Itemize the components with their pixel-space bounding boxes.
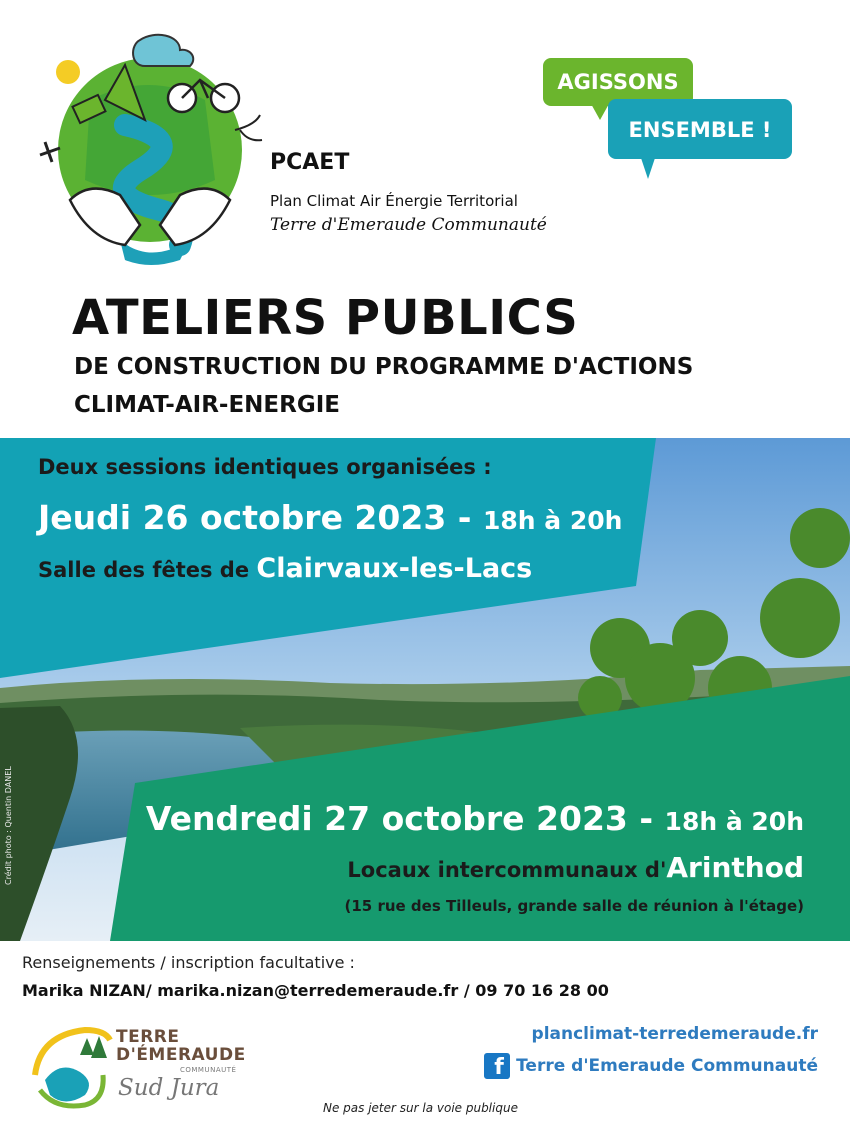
badge-agissons-tail bbox=[590, 102, 610, 120]
website-link[interactable]: planclimat-terredemeraude.fr bbox=[531, 1024, 818, 1044]
page-subtitle-line2: CLIMAT-AIR-ENERGIE bbox=[74, 392, 340, 418]
footer-note: Ne pas jeter sur la voie publique bbox=[323, 1101, 518, 1115]
pcaet-owner: Terre d'Emeraude Communauté bbox=[270, 215, 547, 235]
facebook-label: Terre d'Emeraude Communauté bbox=[516, 1056, 818, 1076]
footer-logo-terre: TERRE bbox=[116, 1027, 180, 1047]
sun-icon bbox=[56, 60, 80, 84]
footer-logo-communaute: COMMUNAUTÉ bbox=[180, 1066, 237, 1074]
session2-place bbox=[347, 851, 804, 884]
pcaet-logo bbox=[30, 30, 270, 270]
session2-town: Arinthod bbox=[666, 851, 804, 884]
page-subtitle-line1: DE CONSTRUCTION DU PROGRAMME D'ACTIONS bbox=[74, 354, 694, 380]
footer-logo-sud-jura: Sud Jura bbox=[118, 1075, 220, 1101]
facebook-icon: f bbox=[484, 1053, 510, 1079]
session2-address: (15 rue des Tilleuls, grande salle de réunion à l'étage) bbox=[344, 897, 804, 915]
badge-ensemble-tail bbox=[640, 155, 656, 179]
photo-credit-text: Crédit photo : Quentin DANEL bbox=[4, 766, 13, 885]
session1-place-prefix: Salle des fêtes de bbox=[38, 558, 257, 582]
badge-agissons: AGISSONS bbox=[543, 58, 693, 106]
session1-place bbox=[38, 553, 532, 584]
sessions-intro: Deux sessions identiques organisées : bbox=[38, 455, 492, 479]
plug-icon bbox=[40, 142, 60, 162]
facebook-link[interactable] bbox=[484, 1053, 818, 1079]
contact-label: Renseignements / inscription facultative : bbox=[22, 953, 355, 972]
badge-ensemble: ENSEMBLE ! bbox=[608, 99, 792, 159]
session1-time: 18h à 20h bbox=[482, 506, 623, 535]
footer-logo-emeraude: D'ÉMERAUDE bbox=[116, 1045, 246, 1065]
session1-town: Clairvaux-les-Lacs bbox=[256, 553, 533, 584]
pcaet-acronym: PCAET bbox=[270, 150, 350, 175]
session2-date bbox=[146, 799, 804, 838]
contact-details[interactable]: Marika NIZAN/ marika.nizan@terredemeraude.fr / 09 70 16 28 00 bbox=[22, 981, 609, 1000]
pcaet-fullname: Plan Climat Air Énergie Territorial bbox=[270, 192, 518, 210]
session1-date-text: Jeudi 26 octobre 2023 - bbox=[38, 498, 483, 537]
photo-credit bbox=[4, 745, 14, 885]
cloud-icon bbox=[133, 35, 193, 66]
session2-date-text: Vendredi 27 octobre 2023 - bbox=[145, 799, 665, 838]
session2-time: 18h à 20h bbox=[664, 807, 804, 836]
page-title: ATELIERS PUBLICS bbox=[72, 290, 579, 346]
session2-place-prefix: Locaux intercommunaux d' bbox=[347, 858, 667, 882]
fir-trees-icon bbox=[80, 1036, 107, 1058]
session1-date bbox=[38, 498, 622, 537]
